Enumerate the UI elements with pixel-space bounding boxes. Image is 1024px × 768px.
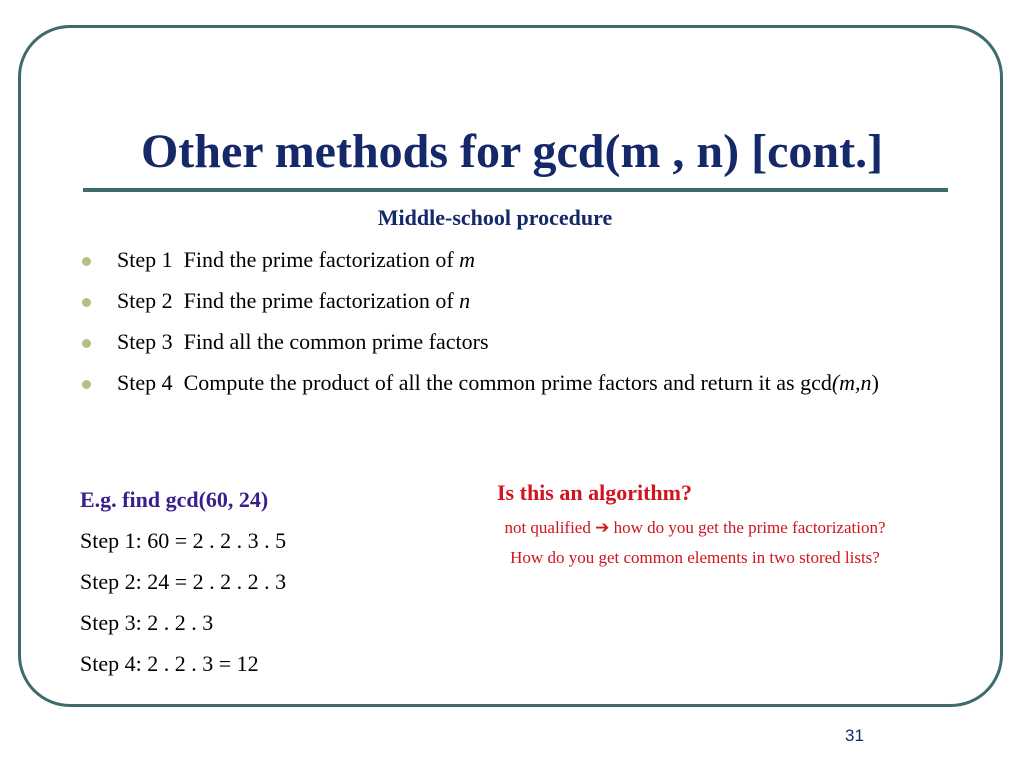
page-number: 31 <box>845 726 864 745</box>
example-step-2: Step 2: 24 = 2 . 2 . 2 . 3 <box>80 569 287 594</box>
procedure-step-4 <box>80 368 900 398</box>
step-variable: m <box>459 247 476 272</box>
procedure-steps-list <box>80 245 900 409</box>
bullet-icon <box>82 257 91 266</box>
question-title: Is this an algorithm? <box>497 480 692 505</box>
bullet-icon <box>82 298 91 307</box>
step-label: Step 3 <box>117 329 173 354</box>
procedure-subtitle: Middle-school procedure <box>377 205 613 230</box>
procedure-step-1 <box>80 245 900 275</box>
title-divider <box>83 188 948 192</box>
step-suffix: ) <box>871 370 879 395</box>
step-text: Find the prime factorization of <box>183 247 460 272</box>
question-text: how do you get the prime factorization? How do you get common elements in two stored lists? <box>510 518 886 567</box>
step-text: Find all the common prime factors <box>183 329 489 354</box>
step-variable: n <box>459 288 471 313</box>
step-variable: (m,n <box>831 370 872 395</box>
example-step-3: Step 3: 2 . 2 . 3 <box>80 610 214 635</box>
step-label: Step 2 <box>117 288 173 313</box>
procedure-step-3 <box>80 327 900 357</box>
step-text: Compute the product of all the common prime factors and return it as gcd <box>183 370 832 395</box>
bullet-icon <box>82 339 91 348</box>
step-text: Find the prime factorization of <box>183 288 460 313</box>
step-label: Step 1 <box>117 247 173 272</box>
procedure-step-2 <box>80 286 900 316</box>
right-arrow-icon: ➔ <box>595 518 610 538</box>
question-lead: not qualified <box>504 518 596 537</box>
example-step-1: Step 1: 60 = 2 . 2 . 3 . 5 <box>80 528 287 553</box>
question-body <box>490 513 900 572</box>
example-step-4: Step 4: 2 . 2 . 3 = 12 <box>80 651 259 676</box>
bullet-icon <box>82 380 91 389</box>
slide-title: Other methods for gcd(m , n) [cont.] <box>140 125 884 178</box>
example-heading: E.g. find gcd(60, 24) <box>80 487 269 512</box>
step-label: Step 4 <box>117 370 173 395</box>
